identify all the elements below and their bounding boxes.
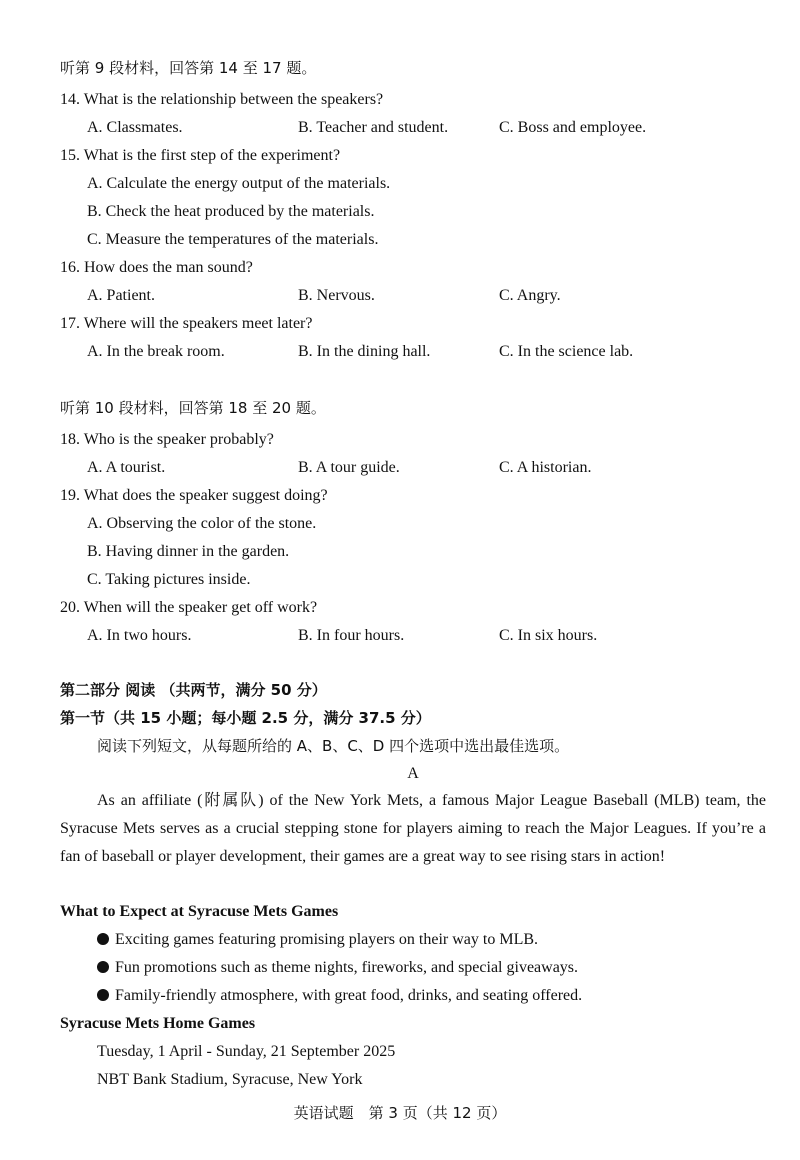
home-games-dates: Tuesday, 1 April - Sunday, 21 September 2025: [97, 1043, 396, 1060]
bullet-dot-icon: [97, 933, 109, 945]
section-1-title: 第一节（共 15 小题；每小题 2.5 分，满分 37.5 分）: [60, 709, 431, 727]
passage-paragraph: As an affiliate (附属队) of the New York Mets, a famous Major League Baseball (MLB) team, the Syracuse Mets serves as a crucial stepping stone for players aiming to reach the Major Leagues. If you’re a fan of baseball or player development, their games are a great way to see rising stars in action!: [60, 792, 766, 865]
option-16a: A. Patient.: [87, 287, 155, 304]
option-19b: B. Having dinner in the garden.: [87, 543, 290, 560]
option-20b: B. In four hours.: [298, 627, 405, 644]
question-17: 17. Where will the speakers meet later?: [60, 315, 313, 332]
option-17c: C. In the science lab.: [499, 343, 634, 360]
page-footer: 英语试题 第 3 页（共 12 页）: [293, 1104, 507, 1122]
bullet-item: Family-friendly atmosphere, with great food, drinks, and seating offered.: [97, 986, 582, 1006]
bullet-dot-icon: [97, 961, 109, 973]
bullet-item: Exciting games featuring promising players on their way to MLB.: [97, 930, 538, 950]
question-19: 19. What does the speaker suggest doing?: [60, 487, 328, 504]
option-18b: B. A tour guide.: [298, 459, 400, 476]
part-2-title: 第二部分 阅读 （共两节，满分 50 分）: [60, 681, 327, 699]
option-20c: C. In six hours.: [499, 627, 598, 644]
question-16: 16. How does the man sound?: [60, 259, 253, 276]
option-16c: C. Angry.: [499, 287, 561, 304]
home-games-venue: NBT Bank Stadium, Syracuse, New York: [97, 1071, 363, 1088]
option-15c: C. Measure the temperatures of the materials.: [87, 231, 379, 248]
option-18a: A. A tourist.: [87, 459, 166, 476]
option-18c: C. A historian.: [499, 459, 592, 476]
option-15b: B. Check the heat produced by the materials.: [87, 203, 375, 220]
bullet-item: Fun promotions such as theme nights, fireworks, and special giveaways.: [97, 958, 578, 978]
option-15a: A. Calculate the energy output of the materials.: [87, 175, 391, 192]
section-10-heading: 听第 10 段材料，回答第 18 至 20 题。: [60, 399, 326, 417]
option-14b: B. Teacher and student.: [298, 119, 449, 136]
home-games-heading: Syracuse Mets Home Games: [60, 1015, 256, 1032]
reading-instruction: 阅读下列短文，从每题所给的 A、B、C、D 四个选项中选出最佳选项。: [97, 737, 570, 755]
option-17a: A. In the break room.: [87, 343, 225, 360]
option-20a: A. In two hours.: [87, 627, 192, 644]
option-19a: A. Observing the color of the stone.: [87, 515, 317, 532]
question-14: 14. What is the relationship between the speakers?: [60, 91, 384, 108]
option-14c: C. Boss and employee.: [499, 119, 647, 136]
bullet-dot-icon: [97, 989, 109, 1001]
passage-label: A: [407, 765, 419, 782]
section-9-heading: 听第 9 段材料，回答第 14 至 17 题。: [60, 59, 317, 77]
option-16b: B. Nervous.: [298, 287, 375, 304]
option-19c: C. Taking pictures inside.: [87, 571, 251, 588]
question-18: 18. Who is the speaker probably?: [60, 431, 274, 448]
question-15: 15. What is the first step of the experiment?: [60, 147, 341, 164]
expect-heading: What to Expect at Syracuse Mets Games: [60, 903, 339, 920]
option-14a: A. Classmates.: [87, 119, 183, 136]
option-17b: B. In the dining hall.: [298, 343, 431, 360]
question-20: 20. When will the speaker get off work?: [60, 599, 318, 616]
